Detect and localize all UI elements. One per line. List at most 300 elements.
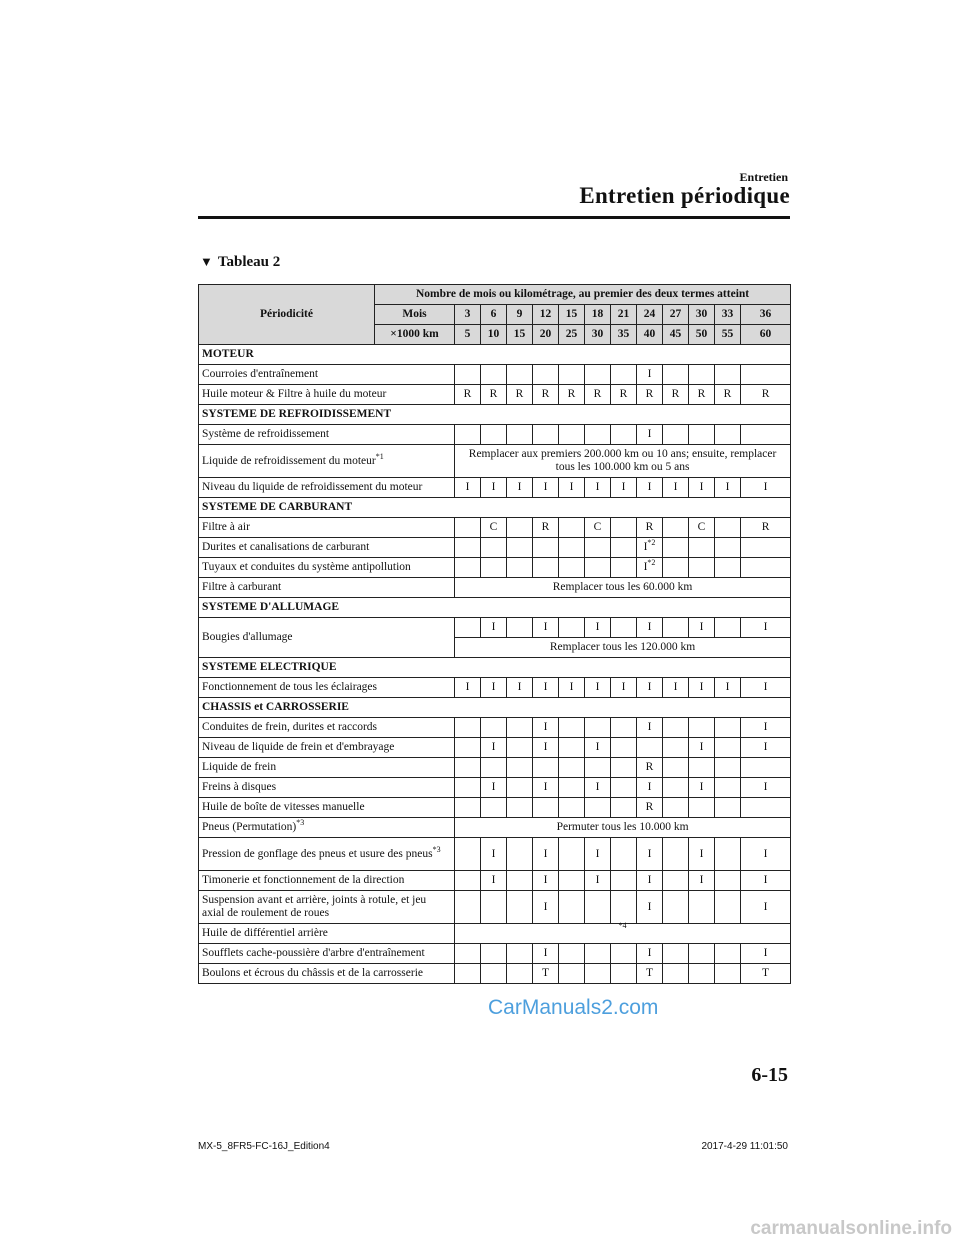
schedule-cell-value: I <box>621 681 626 693</box>
schedule-cell <box>585 838 611 871</box>
schedule-cell-value: I <box>621 481 626 493</box>
schedule-cell-value: I <box>699 621 704 633</box>
item-label-text: Timonerie et fonctionnement de la direction <box>202 874 405 886</box>
schedule-cell <box>715 618 741 638</box>
schedule-cell-value: R <box>567 388 576 400</box>
schedule-cell <box>585 365 611 385</box>
schedule-cell-value: I <box>647 874 652 886</box>
schedule-cell <box>741 678 791 698</box>
schedule-cell-value: I <box>543 781 548 793</box>
schedule-cell <box>663 798 689 818</box>
schedule-cell <box>533 964 559 984</box>
schedule-cell <box>741 738 791 758</box>
schedule-cell <box>507 891 533 924</box>
span-value-text: Remplacer tous les 60.000 km <box>552 581 693 593</box>
schedule-cell <box>741 758 791 778</box>
item-label <box>199 758 455 778</box>
schedule-cell <box>533 891 559 924</box>
mois-value: 33 <box>715 305 741 325</box>
schedule-cell <box>533 758 559 778</box>
schedule-cell <box>715 558 741 578</box>
schedule-cell <box>715 891 741 924</box>
schedule-cell <box>507 718 533 738</box>
schedule-cell-value: C <box>593 521 602 533</box>
schedule-cell-value: I <box>673 481 678 493</box>
schedule-cell <box>637 618 663 638</box>
schedule-cell-value: I <box>643 561 648 573</box>
schedule-cell <box>637 964 663 984</box>
maintenance-schedule-table <box>198 284 791 984</box>
km-value: 5 <box>455 325 481 345</box>
schedule-cell <box>559 738 585 758</box>
schedule-cell-value: I <box>699 874 704 886</box>
schedule-cell <box>481 871 507 891</box>
km-value: 60 <box>741 325 791 345</box>
schedule-cell-value: I <box>647 621 652 633</box>
table-row <box>199 871 791 891</box>
schedule-cell <box>533 838 559 871</box>
mois-value: 30 <box>689 305 715 325</box>
km-value: 40 <box>637 325 663 345</box>
schedule-cell <box>455 558 481 578</box>
schedule-cell <box>663 778 689 798</box>
schedule-cell <box>689 871 715 891</box>
item-label <box>199 578 455 598</box>
schedule-cell <box>715 798 741 818</box>
schedule-cell <box>663 891 689 924</box>
schedule-cell-value: I <box>543 681 548 693</box>
mois-value: 27 <box>663 305 689 325</box>
schedule-cell-value: I <box>595 741 600 753</box>
schedule-cell <box>481 758 507 778</box>
item-label-text: Fonctionnement de tous les éclairages <box>202 681 378 693</box>
schedule-cell <box>481 478 507 498</box>
schedule-cell-value: I <box>647 428 652 440</box>
schedule-cell <box>507 944 533 964</box>
schedule-cell <box>533 871 559 891</box>
table-row <box>199 798 791 818</box>
table-row <box>199 578 791 598</box>
schedule-cell <box>585 385 611 405</box>
schedule-cell-value: I <box>647 900 652 913</box>
schedule-cell <box>741 871 791 891</box>
schedule-cell <box>455 425 481 445</box>
table-row <box>199 924 791 944</box>
schedule-cell <box>663 964 689 984</box>
km-value: 20 <box>533 325 559 345</box>
span-value <box>455 921 791 944</box>
item-label-text: Liquide de frein <box>202 761 277 773</box>
schedule-cell <box>689 538 715 558</box>
table-row <box>199 738 791 758</box>
mois-value: 24 <box>637 305 663 325</box>
schedule-cell-value: R <box>697 388 706 400</box>
table-row <box>199 618 791 638</box>
item-label <box>199 818 455 838</box>
schedule-cell-value: I <box>763 481 768 493</box>
table-row <box>199 445 791 478</box>
schedule-cell-value: R <box>541 521 550 533</box>
item-label-text: Durites et canalisations de carburant <box>202 541 370 553</box>
table-row <box>199 891 791 924</box>
category-label: CHASSIS et CARROSSERIE <box>199 698 791 718</box>
schedule-cell <box>637 538 663 558</box>
schedule-cell <box>481 838 507 871</box>
table-row <box>199 518 791 538</box>
item-label-text: Courroies d'entraînement <box>202 368 319 380</box>
schedule-cell <box>663 365 689 385</box>
schedule-cell <box>715 838 741 871</box>
schedule-cell <box>455 891 481 924</box>
schedule-cell <box>507 478 533 498</box>
schedule-cell-value: I <box>699 781 704 793</box>
table-row <box>199 718 791 738</box>
mois-value: 6 <box>481 305 507 325</box>
table-row <box>199 385 791 405</box>
schedule-cell <box>663 718 689 738</box>
schedule-cell <box>533 718 559 738</box>
footnote-ref: *2 <box>647 538 656 548</box>
schedule-cell-value: I <box>491 741 496 753</box>
schedule-cell <box>689 425 715 445</box>
schedule-cell-value: I <box>491 681 496 693</box>
schedule-cell <box>741 964 791 984</box>
schedule-cell <box>663 538 689 558</box>
km-value: 30 <box>585 325 611 345</box>
schedule-cell <box>559 758 585 778</box>
span-value <box>455 578 791 598</box>
item-label <box>199 964 455 984</box>
item-label-text: Pneus (Permutation) <box>202 821 297 833</box>
item-label <box>199 365 455 385</box>
schedule-cell <box>455 678 481 698</box>
schedule-cell-value: I <box>763 721 768 733</box>
schedule-cell <box>741 538 791 558</box>
schedule-cell <box>585 758 611 778</box>
schedule-cell <box>611 891 637 924</box>
schedule-cell-value: C <box>489 521 498 533</box>
schedule-cell-value: I <box>543 621 548 633</box>
schedule-cell <box>533 558 559 578</box>
schedule-cell-value: I <box>763 847 768 860</box>
schedule-cell <box>663 618 689 638</box>
schedule-cell <box>715 678 741 698</box>
item-label <box>199 798 455 818</box>
schedule-cell <box>715 538 741 558</box>
km-value: 15 <box>507 325 533 345</box>
schedule-cell-value: I <box>643 541 648 553</box>
schedule-cell <box>533 944 559 964</box>
section-title <box>200 254 280 271</box>
item-label <box>199 445 455 478</box>
schedule-cell <box>533 478 559 498</box>
schedule-cell <box>533 518 559 538</box>
schedule-cell-value: R <box>671 388 680 400</box>
schedule-cell <box>559 798 585 818</box>
schedule-cell-value: I <box>763 947 768 959</box>
km-value: 55 <box>715 325 741 345</box>
schedule-cell-value: T <box>645 967 654 979</box>
schedule-cell-value: I <box>569 481 574 493</box>
schedule-cell <box>689 798 715 818</box>
schedule-cell-value: R <box>723 388 732 400</box>
schedule-cell <box>481 538 507 558</box>
schedule-cell-value: I <box>543 741 548 753</box>
schedule-cell <box>741 778 791 798</box>
schedule-cell <box>507 618 533 638</box>
schedule-cell <box>481 944 507 964</box>
schedule-cell <box>481 425 507 445</box>
schedule-cell <box>611 778 637 798</box>
schedule-cell <box>715 365 741 385</box>
schedule-cell <box>689 385 715 405</box>
item-label-text: Conduites de frein, durites et raccords <box>202 721 377 733</box>
item-label <box>199 678 455 698</box>
schedule-cell <box>689 738 715 758</box>
schedule-cell <box>507 798 533 818</box>
schedule-cell <box>611 718 637 738</box>
footnote-ref: *1 <box>375 451 384 461</box>
schedule-cell <box>689 365 715 385</box>
schedule-cell-value: I <box>699 481 704 493</box>
schedule-cell <box>481 798 507 818</box>
schedule-cell <box>663 478 689 498</box>
schedule-cell <box>481 385 507 405</box>
table-row <box>199 425 791 445</box>
schedule-cell <box>611 944 637 964</box>
schedule-cell <box>689 758 715 778</box>
item-label <box>199 838 455 871</box>
schedule-cell-value: I <box>465 481 470 493</box>
schedule-cell <box>741 798 791 818</box>
item-label <box>199 924 455 944</box>
mois-value: 9 <box>507 305 533 325</box>
category-label: SYSTEME ELECTRIQUE <box>199 658 791 678</box>
table-row <box>199 558 791 578</box>
watermark-overlay: CarManuals2.com <box>488 996 659 1019</box>
item-label <box>199 718 455 738</box>
schedule-cell <box>611 425 637 445</box>
item-label-text: Système de refroidissement <box>202 428 330 440</box>
schedule-cell <box>507 758 533 778</box>
schedule-cell <box>585 538 611 558</box>
schedule-cell-value: I <box>517 681 522 693</box>
schedule-cell-value: I <box>543 947 548 959</box>
schedule-cell <box>663 425 689 445</box>
schedule-cell-value: C <box>697 521 706 533</box>
section-title-text: Tableau 2 <box>217 254 281 270</box>
schedule-cell <box>637 365 663 385</box>
schedule-cell-value: I <box>465 681 470 693</box>
category-label: SYSTEME DE REFROIDISSEMENT <box>199 405 791 425</box>
schedule-cell <box>533 538 559 558</box>
item-label-text: Huile de différentiel arrière <box>202 927 328 939</box>
footnote-ref: *3 <box>296 818 305 828</box>
schedule-cell <box>533 365 559 385</box>
schedule-cell <box>689 891 715 924</box>
schedule-cell-value: I <box>543 481 548 493</box>
schedule-cell-value: I <box>763 900 768 913</box>
schedule-cell-value: I <box>543 721 548 733</box>
schedule-cell <box>611 738 637 758</box>
schedule-cell <box>455 758 481 778</box>
schedule-cell <box>507 838 533 871</box>
mois-value: 21 <box>611 305 637 325</box>
category-label: SYSTEME D'ALLUMAGE <box>199 598 791 618</box>
schedule-cell <box>585 964 611 984</box>
schedule-cell <box>611 365 637 385</box>
schedule-cell-value: R <box>515 388 524 400</box>
schedule-cell <box>611 964 637 984</box>
schedule-cell-value: I <box>647 481 652 493</box>
schedule-cell <box>533 425 559 445</box>
km-value: 25 <box>559 325 585 345</box>
schedule-cell <box>533 738 559 758</box>
schedule-cell <box>585 425 611 445</box>
km-value: 10 <box>481 325 507 345</box>
schedule-cell <box>481 518 507 538</box>
item-label <box>199 385 455 405</box>
schedule-cell <box>741 838 791 871</box>
schedule-cell-value: I <box>491 621 496 633</box>
schedule-cell-value: I <box>699 847 704 860</box>
schedule-cell <box>689 718 715 738</box>
schedule-cell <box>507 518 533 538</box>
mois-value: 3 <box>455 305 481 325</box>
category-row <box>199 405 791 425</box>
item-label <box>199 538 455 558</box>
item-label-text: Boulons et écrous du châssis et de la carrosserie <box>202 967 423 979</box>
schedule-cell-value: I <box>763 681 768 693</box>
schedule-cell <box>611 678 637 698</box>
chapter-label: Entretien <box>739 170 788 184</box>
schedule-cell <box>559 365 585 385</box>
schedule-cell <box>715 778 741 798</box>
km-value: 45 <box>663 325 689 345</box>
category-row <box>199 658 791 678</box>
footnote-ref: *4 <box>618 921 627 931</box>
schedule-cell <box>533 778 559 798</box>
schedule-cell-value: I <box>699 741 704 753</box>
triangle-down-icon: ▼ <box>200 254 213 269</box>
table-row <box>199 818 791 838</box>
schedule-cell <box>741 518 791 538</box>
schedule-cell <box>455 518 481 538</box>
schedule-cell-value: I <box>763 621 768 633</box>
schedule-cell <box>611 798 637 818</box>
category-label: MOTEUR <box>199 345 791 365</box>
schedule-cell <box>715 964 741 984</box>
item-label-text: Tuyaux et conduites du système antipollution <box>202 561 411 573</box>
schedule-cell <box>637 558 663 578</box>
schedule-cell <box>507 871 533 891</box>
mois-value: 15 <box>559 305 585 325</box>
schedule-cell <box>611 838 637 871</box>
km-value: 50 <box>689 325 715 345</box>
schedule-cell-value: I <box>647 721 652 733</box>
periodicite-header: Périodicité <box>199 285 375 345</box>
schedule-cell <box>559 478 585 498</box>
item-label <box>199 944 455 964</box>
schedule-cell <box>741 478 791 498</box>
schedule-cell-value: R <box>761 521 770 533</box>
schedule-cell <box>507 738 533 758</box>
schedule-cell <box>663 738 689 758</box>
schedule-cell <box>507 538 533 558</box>
schedule-cell-value: R <box>463 388 472 400</box>
schedule-cell <box>637 678 663 698</box>
schedule-cell-value: I <box>763 781 768 793</box>
schedule-cell-value: I <box>725 481 730 493</box>
schedule-cell <box>689 558 715 578</box>
page-title: Entretien périodique <box>579 183 790 208</box>
schedule-cell <box>663 944 689 964</box>
schedule-cell <box>455 871 481 891</box>
schedule-cell <box>585 618 611 638</box>
table-row <box>199 478 791 498</box>
schedule-cell <box>481 618 507 638</box>
schedule-cell-value: I <box>673 681 678 693</box>
schedule-cell <box>559 518 585 538</box>
schedule-cell <box>533 678 559 698</box>
schedule-cell <box>481 738 507 758</box>
footnote-ref: *3 <box>432 844 441 854</box>
item-label <box>199 618 455 658</box>
schedule-cell <box>663 385 689 405</box>
table-row <box>199 365 791 385</box>
schedule-cell <box>637 838 663 871</box>
schedule-cell-value: I <box>699 681 704 693</box>
item-label <box>199 518 455 538</box>
schedule-cell-value: R <box>645 388 654 400</box>
item-label-text: Suspension avant et arrière, joints à rotule, et jeu axial de roulement de roues <box>202 894 427 919</box>
schedule-cell <box>689 838 715 871</box>
item-label <box>199 558 455 578</box>
schedule-cell <box>559 944 585 964</box>
item-label <box>199 738 455 758</box>
schedule-cell <box>741 425 791 445</box>
item-label-text: Liquide de refroidissement du moteur <box>202 454 376 467</box>
schedule-cell-value: R <box>645 801 654 813</box>
schedule-cell <box>637 944 663 964</box>
schedule-cell-value: I <box>569 681 574 693</box>
schedule-cell-value: I <box>595 847 600 860</box>
schedule-cell <box>481 778 507 798</box>
schedule-cell <box>637 478 663 498</box>
schedule-cell <box>481 678 507 698</box>
item-label-text: Freins à disques <box>202 781 277 793</box>
schedule-cell <box>585 478 611 498</box>
page-number: 6-15 <box>751 1064 788 1086</box>
schedule-cell <box>611 618 637 638</box>
watermark-corner: carmanualsonline.info <box>750 1218 952 1239</box>
item-label <box>199 891 455 924</box>
footer-timestamp: 2017-4-29 11:01:50 <box>701 1141 788 1152</box>
item-label <box>199 478 455 498</box>
schedule-cell <box>481 964 507 984</box>
schedule-cell <box>689 944 715 964</box>
schedule-cell-value: I <box>491 481 496 493</box>
schedule-cell <box>559 964 585 984</box>
schedule-cell <box>559 871 585 891</box>
mois-value: 12 <box>533 305 559 325</box>
item-label <box>199 871 455 891</box>
table-row <box>199 944 791 964</box>
schedule-cell <box>455 778 481 798</box>
schedule-cell-value: I <box>491 874 496 886</box>
schedule-cell <box>637 718 663 738</box>
schedule-cell <box>559 538 585 558</box>
